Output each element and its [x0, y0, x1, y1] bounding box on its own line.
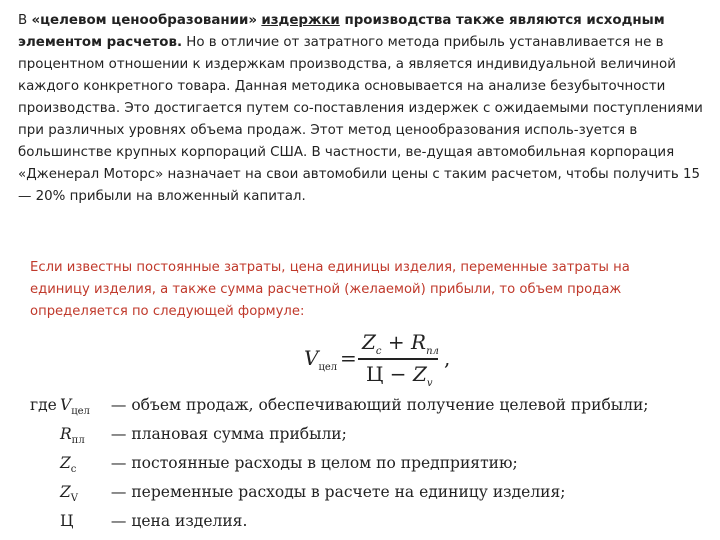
intro-body: Но в отличие от затратного метода прибыль устанавливается не в процентном отношении к издержкам производства, а является индивидуальной величиной каждого конкретного товара. Данная методика основывается на анализе безубыточности производства. Это достигается путем со-поставления издержек с ожидаемыми поступлениями при различных уровнях объема продаж. Этот метод ценообразования исполь-зуется в большинстве крупных корпораций США. В частности, ве-дущая автомобильная корпорация «Дженерал Моторс» назначает на свои автомобили цены с таким расчетом, чтобы получить 15 — 20% прибыли на вложенный капитал. [18, 35, 703, 204]
definition-symbol [60, 423, 85, 452]
definition-row [30, 452, 710, 481]
sales-volume-formula [300, 328, 460, 388]
intro-prefix: В [18, 13, 32, 28]
symbol-subscript: цел [71, 406, 90, 418]
symbol-letter: R [60, 425, 72, 444]
den-minus: − [383, 362, 413, 386]
num-r-sub: пл [426, 346, 439, 357]
intro-text [18, 10, 704, 208]
num-r: R [411, 330, 427, 354]
den-price: Ц [366, 362, 384, 386]
intro-paragraph [18, 10, 704, 208]
formula-equals: = [340, 346, 357, 370]
lhs-subscript: цел [318, 362, 338, 373]
den-z: Z [412, 362, 427, 386]
definition-symbol [60, 510, 74, 539]
formula-comma: , [444, 346, 451, 370]
definitions-list [30, 394, 710, 539]
definition-symbol [60, 452, 76, 481]
formula-intro-text: Если известны постоянные затраты, цена единицы изделия, переменные затраты на единицу изделия, а также сумма расчетной (желаемой) прибыли, то объем продаж определяется по следующей формуле: [30, 260, 630, 319]
lhs-symbol: V [304, 346, 319, 370]
definition-row [30, 394, 710, 423]
formula-numerator [362, 330, 439, 357]
formula-denominator [366, 362, 433, 389]
fraction-bar [358, 358, 438, 360]
symbol-letter: Z [60, 454, 71, 473]
formula-lhs [304, 346, 337, 373]
formula-intro-paragraph [30, 257, 680, 323]
symbol-subscript: V [70, 493, 79, 505]
target-pricing-term: «целевом ценообразовании» [31, 13, 258, 28]
definition-text: — постоянные расходы в целом по предприятию; [106, 454, 518, 473]
definition-row [30, 510, 710, 539]
definition-row [30, 481, 710, 510]
where-label: где [30, 396, 57, 414]
symbol-subscript: c [70, 464, 77, 476]
symbol-letter: Z [60, 483, 71, 502]
definition-row [30, 423, 710, 452]
definition-text: — плановая сумма прибыли; [106, 425, 347, 444]
num-z: Z [362, 330, 376, 354]
den-z-sub: v [426, 378, 433, 389]
num-z-sub: c [375, 346, 382, 357]
symbol-subscript: пл [71, 435, 85, 447]
definition-text: — переменные расходы в расчете на единицу изделия; [106, 483, 566, 502]
symbol-letter: Ц [60, 512, 74, 531]
num-plus: + [381, 330, 411, 354]
definition-text: — объем продаж, обеспечивающий получение целевой прибыли; [106, 396, 649, 414]
definition-symbol [60, 481, 78, 510]
definition-symbol [60, 394, 90, 423]
costs-term: издержки [261, 13, 340, 28]
intro-bold-rest: производства также являются исходным элементом расчетов. [18, 13, 665, 50]
definition-text: — цена изделия. [106, 512, 248, 531]
symbol-letter: V [60, 396, 72, 414]
